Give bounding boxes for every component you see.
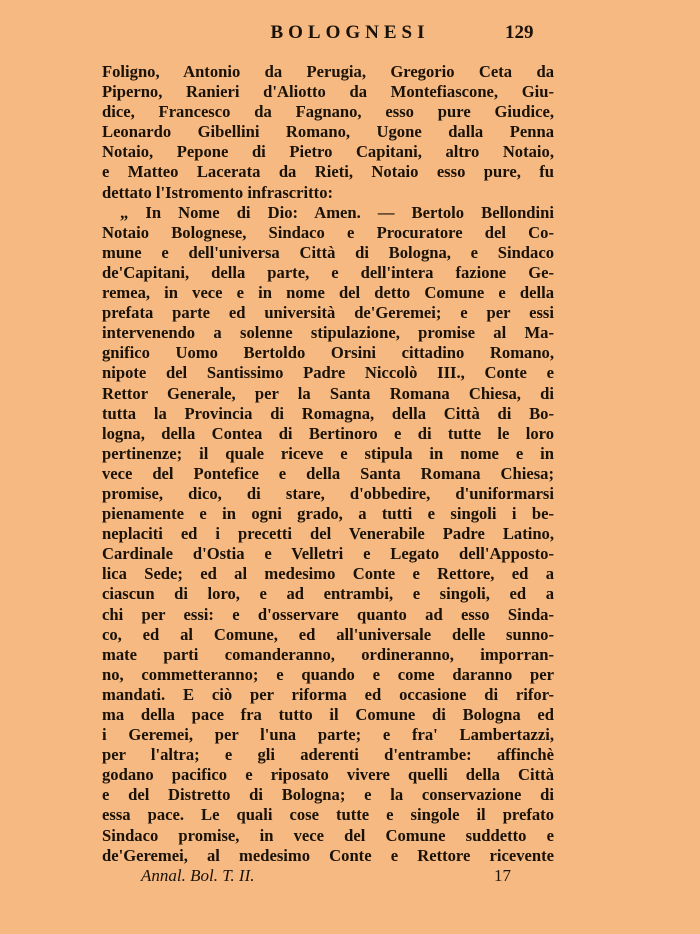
page-number: 129: [505, 22, 534, 43]
text-line: ma della pace fra tutto il Comune di Bologna ed: [102, 705, 554, 724]
text-line: chi per essi: e d'osservare quanto ad esso Sinda-: [102, 604, 554, 624]
text-line: dice, Francesco da Fagnano, esso pure Giudice,: [102, 102, 554, 122]
text-line: pertinenze; il quale riceve e stipula in nome e in: [102, 443, 554, 463]
body-text: [102, 62, 554, 866]
running-head: [0, 22, 700, 48]
text-line: essa pace. Le quali cose tutte e singole il prefato: [102, 805, 554, 825]
text-line: dettato l'Istromento infrascritto:: [102, 182, 334, 202]
text-line: Leonardo Gibellini Romano, Ugone dalla Penna: [102, 122, 554, 142]
text-line: vece del Pontefice e della Santa Romana Chiesa;: [102, 463, 554, 483]
text-line: „ In Nome di Dio: Amen. — Bertolo Bellondini: [120, 202, 554, 222]
text-line: promise, dico, di stare, d'obbedire, d'uniformarsi: [102, 483, 554, 503]
text-line: Notaio, Pepone di Pietro Capitani, altro Notaio,: [102, 142, 554, 162]
text-line: de'Capitani, della parte, e dell'intera fazione Ge-: [102, 262, 554, 282]
text-line: intervenendo a solenne stipulazione, promise al Ma-: [102, 323, 554, 343]
text-line: nipote del Santissimo Padre Niccolò III., Conte e: [102, 363, 554, 383]
text-line: mune e dell'universa Città di Bologna, e Sindaco: [102, 242, 554, 262]
text-line: neplaciti ed i precetti del Venerabile Padre Latino,: [102, 524, 554, 544]
text-line: tutta la Provincia di Romagna, della Città di Bo-: [102, 403, 554, 423]
text-line: mandati. E ciò per riforma ed occasione di rifor-: [102, 684, 554, 704]
text-line: Sindaco promise, in vece del Comune suddetto e: [102, 825, 554, 845]
page-footer: [0, 866, 700, 890]
text-line: remea, in vece e in nome del detto Comune e della: [102, 283, 554, 303]
text-line: e Matteo Lacerata da Rieti, Notaio esso pure, fu: [102, 162, 554, 182]
text-line: mate parti comanderanno, ordineranno, imporran-: [102, 644, 554, 664]
text-line: Foligno, Antonio da Perugia, Gregorio Ceta da: [102, 62, 554, 81]
text-line: logna, della Contea di Bertinoro e di tutte le loro: [102, 423, 554, 443]
text-line: godano pacifico e riposato vivere quelli della Città: [102, 765, 554, 785]
text-line: e del Distretto di Bologna; e la conservazione di: [102, 785, 554, 805]
text-line: gnifico Uomo Bertoldo Orsini cittadino Romano,: [102, 343, 554, 363]
text-line: pienamente e in ogni grado, a tutti e singoli i be-: [102, 504, 554, 524]
text-line: co, ed al Comune, ed all'universale delle sunno-: [102, 624, 554, 644]
text-line: lica Sede; ed al medesimo Conte e Rettore, ed a: [102, 564, 554, 584]
text-line: prefata parte ed università de'Geremei; e per essi: [102, 303, 554, 323]
text-line: Piperno, Ranieri d'Aliotto da Montefiascone, Giu-: [102, 82, 554, 102]
text-line: Rettor Generale, per la Santa Romana Chiesa, di: [102, 383, 554, 403]
signature-mark: 17: [494, 866, 511, 885]
text-line: per l'altra; e gli aderenti d'entrambe: affinchè: [102, 745, 554, 765]
text-line: ciascun di loro, e ad entrambi, e singoli, ed a: [102, 584, 554, 604]
text-line: Notaio Bolognese, Sindaco e Procuratore del Co-: [102, 222, 554, 242]
text-line: no, commetteranno; e quando e come daranno per: [102, 664, 554, 684]
printer-signature: Annal. Bol. T. II.: [141, 866, 255, 885]
text-line: Cardinale d'Ostia e Velletri e Legato dell'Apposto-: [102, 544, 554, 564]
text-line: de'Geremei, al medesimo Conte e Rettore ricevente: [102, 845, 554, 865]
text-line: i Geremei, per l'una parte; e fra' Lambertazzi,: [102, 725, 554, 745]
running-title: BOLOGNESI: [270, 22, 430, 43]
